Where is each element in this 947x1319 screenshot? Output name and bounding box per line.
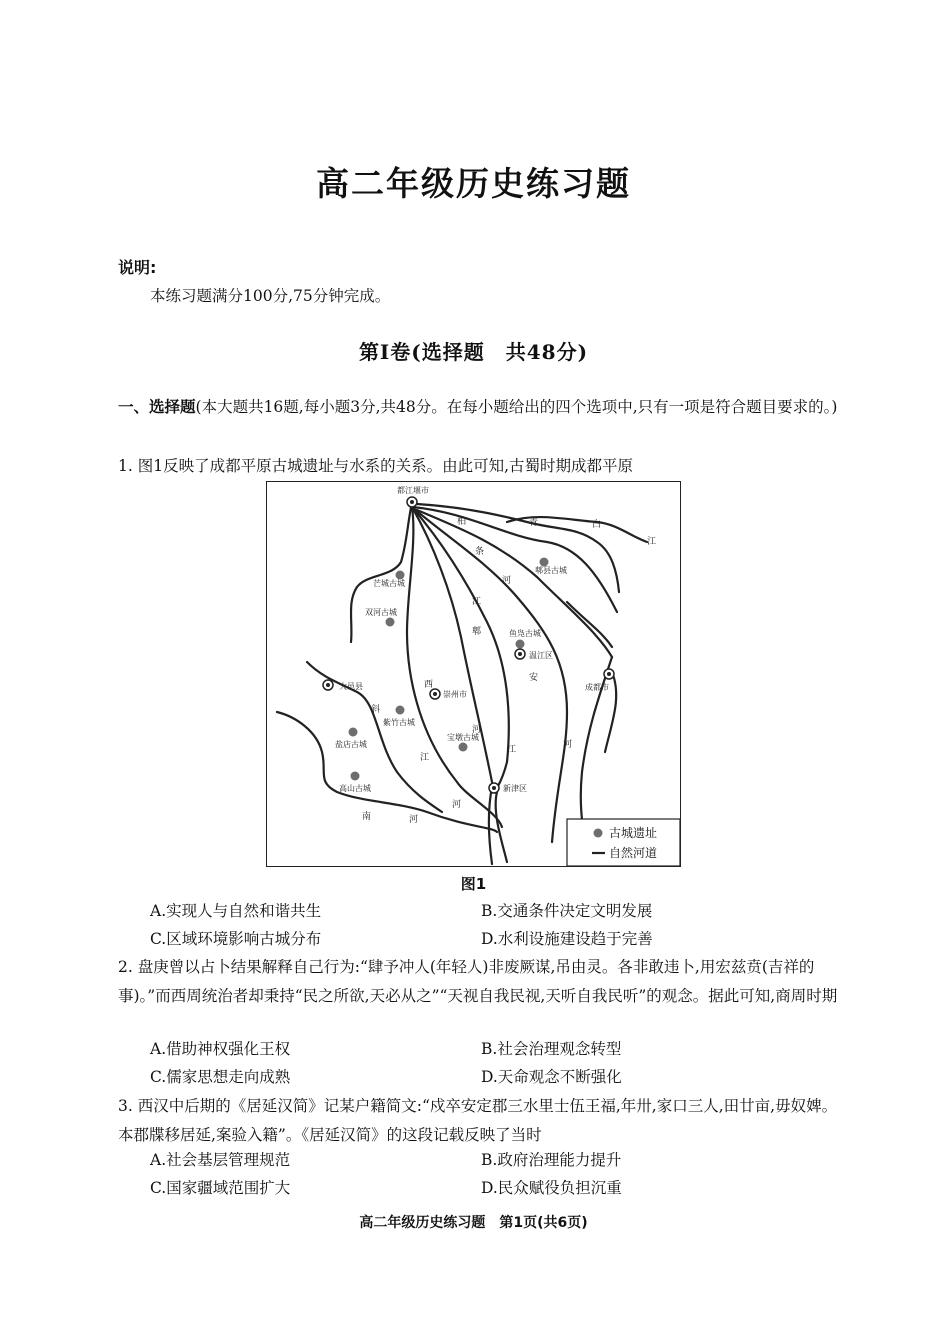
q1-option-c[interactable]: C.区域环境影响古城分布 (150, 930, 322, 948)
site-dot (386, 618, 395, 627)
legend-river-label: 自然河道 (609, 846, 658, 860)
question-1-stem: 1. 图1反映了成都平原古城遗址与水系的关系。由此可知,古蜀时期成都平原 (118, 457, 634, 475)
label-baodun: 宝墩古城 (447, 733, 479, 742)
label-xinjin: 新津区 (503, 784, 527, 793)
figure-caption: 图1 (460, 875, 487, 893)
river-char: 江 (420, 753, 430, 763)
river-char: 河 (563, 740, 573, 750)
label-shuanghe: 双河古城 (365, 608, 397, 617)
q2-option-d[interactable]: D.天命观念不断强化 (481, 1068, 622, 1086)
site-dot (349, 728, 358, 737)
river-char: 河 (502, 576, 512, 586)
figure-1-map (266, 481, 681, 867)
label-yandian: 盐店古城 (335, 740, 367, 749)
q2-option-a[interactable]: A.借助神权强化王权 (150, 1040, 291, 1058)
label-gaoshan: 高山古城 (339, 784, 371, 793)
river-char: 江 (472, 597, 482, 607)
page-footer: 高二年级历史练习题 第1页(共6页) (359, 1215, 588, 1231)
label-chengdu: 成都市 (585, 683, 609, 692)
note-text: 本练习题满分100分,75分钟完成。 (150, 287, 391, 305)
river-char: 西 (424, 680, 434, 690)
q1-option-b[interactable]: B.交通条件决定文明发展 (481, 902, 653, 920)
label-pixian: 郫县古城 (535, 566, 567, 575)
q2-option-c[interactable]: C.儒家思想走向成熟 (150, 1068, 291, 1086)
part-heading (118, 393, 838, 422)
river-char: 柏 (457, 517, 467, 527)
q3-option-c[interactable]: C.国家疆域范围扩大 (150, 1179, 291, 1197)
section-title: 第Ⅰ卷(选择题 共48分) (358, 340, 589, 364)
part-heading-label: 一、选择题 (118, 398, 196, 416)
river-char: 白 (592, 520, 602, 530)
legend-site-dot (594, 829, 603, 838)
label-dujiangyan: 都江堰市 (397, 486, 429, 495)
river-char: 斜 (371, 705, 381, 715)
question-2-stem: 2. 盘庚曾以占卜结果解释自己行为:“肆予冲人(年轻人)非废厥谋,吊由灵。各非敢违卜,用宏兹贲(吉祥的事)。”而西周统治者却秉持“民之所欲,天必从之”“天视自我民视,天听自我民听”的观念。据此可知,商周时期 (118, 958, 838, 1005)
label-chongzhou: 崇州市 (443, 690, 467, 699)
label-mangcheng: 芒城古城 (373, 579, 405, 588)
map-legend (567, 819, 680, 866)
river-char: 河 (472, 725, 482, 735)
site-dot (351, 772, 360, 781)
river-char: 河 (409, 815, 419, 825)
river-char: 条 (475, 547, 485, 557)
river-char: 江 (507, 745, 517, 755)
site-dot (516, 640, 525, 649)
legend-site-label: 古城遗址 (609, 826, 658, 840)
part-instruction: (本大题共16题,每小题3分,共48分。在每小题给出的四个选项中,只有一项是符合题目要求的。) (195, 398, 838, 416)
q3-option-b[interactable]: B.政府治理能力提升 (481, 1151, 622, 1169)
site-dot (459, 743, 468, 752)
river-char: 安 (529, 673, 539, 683)
river-char: 郫 (472, 627, 482, 637)
label-dayi: 大邑县 (339, 682, 363, 691)
river-char: 河 (452, 800, 462, 810)
page-title: 高二年级历史练习题 (316, 164, 631, 203)
q3-option-a[interactable]: A.社会基层管理规范 (150, 1151, 291, 1169)
q1-option-a[interactable]: A.实现人与自然和谐共生 (150, 902, 322, 920)
question-3-stem: 3. 西汉中后期的《居延汉简》记某户籍简文:“戍卒安定郡三水里士伍王福,年卅,家口三人,田廿亩,毋奴婢。本郡牒移居延,案验入籍”。《居延汉简》的这段记载反映了当时 (118, 1097, 838, 1144)
note-label: 说明: (118, 258, 157, 277)
river-char: 南 (362, 812, 372, 822)
river-char: 江 (647, 537, 657, 547)
site-dot (396, 706, 405, 715)
q2-option-b[interactable]: B.社会治理观念转型 (481, 1040, 622, 1058)
label-zizhu: 紫竹古城 (383, 718, 415, 727)
map-svg (267, 482, 682, 868)
label-wenjiang: 温江区 (529, 651, 553, 660)
label-yufu: 鱼凫古城 (509, 629, 541, 638)
q1-option-d[interactable]: D.水利设施建设趋于完善 (481, 930, 653, 948)
river-char: 青 (529, 518, 539, 528)
q3-option-d[interactable]: D.民众赋役负担沉重 (481, 1179, 622, 1197)
